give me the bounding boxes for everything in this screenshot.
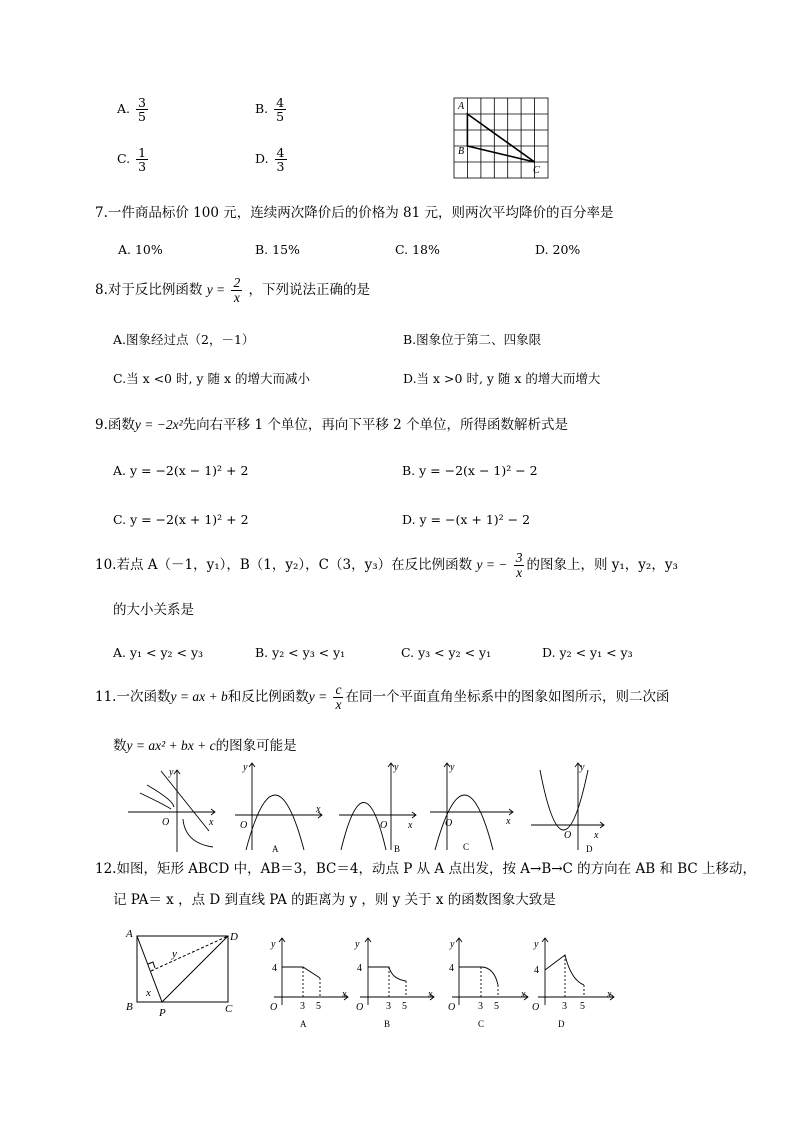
q6-option-c[interactable] [117,146,150,173]
fraction-numerator: 4 [276,95,285,110]
q12-graph-c[interactable] [442,935,532,1030]
axis-y-label: y [394,762,399,773]
q9-stem [95,413,568,433]
graph-option-label: B [394,844,401,854]
tick-x-5: 5 [402,1001,407,1012]
fraction-numerator: 3 [138,95,146,110]
axis-x-label: x [607,989,612,1000]
axis-x-label: x [209,817,214,828]
axis-y-label: y [243,762,248,773]
q11-graph-d[interactable] [528,760,608,855]
fraction-denominator: x [516,565,523,581]
q12-stem-line2: 记 PA＝ x ，点 D 到直线 PA 的距离为 y ，则 y 关于 x 的函数图象大致是 [113,892,556,908]
option-label: A. [117,101,131,117]
tick-x-3: 3 [562,1001,567,1012]
axis-y-label: y [271,939,276,950]
axis-y-label: y [169,767,174,778]
axis-y-label: y [534,939,539,950]
axis-x-label: x [342,989,347,1000]
q6-option-d[interactable] [255,146,289,173]
fraction-denominator: x [335,697,342,713]
q10-stem [95,551,678,580]
q8-stem [95,276,370,305]
tick-y-4: 4 [449,963,454,974]
q9-option-d[interactable]: D. y = −(x + 1)² − 2 [402,512,531,527]
q12-graph-d[interactable] [528,935,618,1030]
q8-option-d[interactable]: D.当 x >0 时, y 随 x 的增大而增大 [403,371,601,386]
tick-x-3: 3 [300,1001,305,1012]
graph-option-label: D [558,1019,565,1029]
q7-option-d[interactable]: D. 20% [535,242,581,257]
fraction-denominator: 5 [276,109,285,125]
fraction-denominator: 5 [138,109,146,125]
q9-prefix: 9.函数 [95,417,135,433]
q8-prefix: 8.对于反比例函数 [95,282,203,299]
q9-option-c[interactable]: C. y = −2(x + 1)² + 2 [113,512,249,527]
q10-suffix: 的图象上，则 y₁，y₂，y₃ [526,557,678,574]
q10-option-a[interactable]: A. y₁ < y₂ < y₃ [113,645,204,660]
q11-suffix: 在同一个平面直角坐标系中的图象如图所示，则二次函 [345,689,670,706]
graph-option-label: D [586,844,593,854]
option-label: B. [255,101,269,117]
fraction-denominator: x [233,290,240,306]
graph-option-label: C [463,842,470,852]
axis-x-label: x [594,830,599,841]
vertex-c: C [225,1003,233,1015]
origin-label: O [380,820,388,831]
origin-label: O [445,818,453,829]
graph-option-label: A [272,844,279,854]
function-lhs: y = [206,282,226,298]
q10-option-b[interactable]: B. y₂ < y₃ < y₁ [255,645,346,660]
origin-label: O [356,1002,364,1013]
q9-function: y = −2x² [134,417,183,432]
fraction-denominator: 3 [138,159,147,175]
q8-option-a[interactable]: A.图象经过点（2，－1） [113,332,255,347]
graph-option-label: C [478,1019,485,1029]
q12-graph-b[interactable] [348,935,438,1030]
q12-rectangle-figure [122,924,244,1019]
q12-graph-a[interactable] [262,935,352,1030]
fraction-numerator: 3 [515,550,523,565]
origin-label: O [564,830,572,841]
option-label: D. [255,151,269,167]
linear-function: y = ax + b [170,689,228,705]
grid-label-b: B [458,146,465,157]
axis-x-label: x [428,989,433,1000]
grid-label-c: C [533,165,540,176]
axis-y-label: y [450,762,455,773]
fraction-numerator: 1 [138,145,147,160]
vertex-d: D [230,931,238,943]
function-lhs: y = [308,689,328,705]
axis-y-label: y [355,939,360,950]
fraction-denominator: 3 [276,159,285,175]
graph-option-label: B [384,1019,391,1029]
q10-stem-line2: 的大小关系是 [113,602,194,618]
q11-stem [95,683,669,712]
fraction-numerator: 2 [233,275,241,290]
origin-label: O [270,1002,278,1013]
fraction-numerator: c [335,682,342,697]
vertex-b: B [126,1001,133,1013]
grid-label-a: A [458,101,465,112]
tick-x-5: 5 [580,1001,585,1012]
vertex-a: A [126,928,133,940]
q10-option-c[interactable]: C. y₃ < y₂ < y₁ [401,645,492,660]
origin-label: O [240,820,248,831]
q11-mid: 和反比例函数 [227,689,309,706]
tick-y-4: 4 [272,963,277,974]
q7-option-c[interactable]: C. 18% [395,242,440,257]
axis-x-label: x [521,989,526,1000]
quadratic-function: y = ax² + bx + c [126,738,216,753]
q11-graph-b[interactable] [336,760,421,855]
q7-stem: 7.一件商品标价 100 元，连续两次降价后的价格为 81 元，则两次平均降价的百分率是 [95,205,614,221]
axis-x-label: x [316,804,321,815]
option-label: C. [117,151,131,167]
q11-line2-suffix: 的图象可能是 [215,738,297,754]
q8-option-b[interactable]: B.图象位于第二、四象限 [403,332,542,347]
tick-x-3: 3 [478,1001,483,1012]
q8-suffix: ，下列说法正确的是 [248,282,371,299]
fraction-numerator: 4 [276,145,285,160]
q6-option-a[interactable] [117,96,150,123]
q12-stem-line1: 12.如图，矩形 ABCD 中，AB＝3，BC＝4，动点 P 从 A 点出发，按 A→B→C 的方向在 AB 和 BC 上移动， [95,861,757,877]
axis-x-label: x [408,820,413,831]
q8-option-c[interactable]: C.当 x <0 时, y 随 x 的增大而减小 [113,371,310,386]
function-lhs: y = − [476,557,508,573]
axis-x-label: x [506,816,511,827]
tick-x-3: 3 [386,1001,391,1012]
q11-line2-prefix: 数 [113,738,127,754]
tick-x-5: 5 [316,1001,321,1012]
axis-y-label: y [450,939,455,950]
tick-y-4: 4 [534,965,539,976]
axis-y-label: y [580,762,585,773]
segment-y: y [172,948,177,960]
q9-option-b[interactable]: B. y = −2(x − 1)² − 2 [402,463,538,478]
q11-stem-line2 [113,734,297,754]
segment-x: x [146,987,151,999]
origin-label: O [448,1002,456,1013]
tick-x-5: 5 [494,1001,499,1012]
origin-label: O [532,1002,540,1013]
q10-prefix: 10.若点 A（－1，y₁），B（1，y₂），C（3，y₃）在反比例函数 [95,557,473,574]
q6-option-b[interactable] [255,96,288,123]
q11-graph-a[interactable] [232,760,327,855]
q7-option-b[interactable]: B. 15% [255,242,300,257]
q9-suffix: 先向右平移 1 个单位，再向下平移 2 个单位，所得函数解析式是 [182,417,568,433]
q9-option-a[interactable]: A. y = −2(x − 1)² + 2 [113,463,249,478]
q11-prefix: 11.一次函数 [95,689,171,706]
tick-y-4: 4 [357,963,362,974]
origin-label: O [162,817,170,828]
q10-option-d[interactable]: D. y₂ < y₁ < y₃ [542,645,633,660]
q6-grid-figure [450,94,552,182]
q7-option-a[interactable]: A. 10% [118,242,163,257]
graph-option-label: A [300,1019,307,1029]
q11-given-graph [125,765,220,855]
point-p: P [159,1007,166,1019]
q11-graph-c[interactable] [427,760,517,855]
